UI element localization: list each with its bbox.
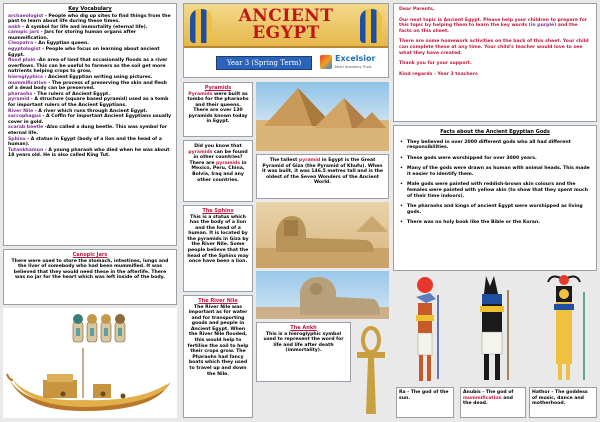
anubis-figure (460, 272, 524, 384)
ankh-box (256, 322, 351, 382)
ra-caption-box (396, 387, 454, 418)
tallest-text (260, 158, 385, 186)
vocab-definition: - Ancient Egyptian writing using pictures. (42, 75, 153, 81)
pyramids-photo (256, 82, 389, 151)
anubis-caption-box (460, 387, 526, 418)
anubis-caption (463, 390, 523, 407)
tallest-part-c: in Egypt is the Great Pyramid of Giza (the Pyramid of Khufu). When it was built, it was 146.5 metres tall and is the oldest of the Seven Wonders of the Ancient World. (261, 158, 384, 186)
gods-facts-list (399, 140, 591, 227)
vocab-term: ankh (8, 24, 21, 30)
canopic-title: Canopic Jars (72, 252, 108, 258)
other-countries-text (187, 144, 249, 183)
anubis-keyword: mummification (463, 395, 502, 401)
vocab-term: egyptologist (8, 47, 41, 53)
letter-greeting: Dear Parents, (399, 7, 435, 12)
vocab-definition: - An Egyptian queen. (33, 41, 89, 47)
canopic-jars-image (73, 314, 125, 342)
sphinx-title: The Sphinx (202, 208, 234, 214)
vocab-term: mummification (8, 80, 47, 86)
vocab-definition: - A river which runs through Ancient Egypt. (33, 108, 148, 114)
ankh-title: The Ankh (290, 325, 317, 331)
vocab-definition: - Jars for storing human organs after mummification. (8, 30, 137, 41)
sphinx-head-photo (256, 271, 389, 319)
gods-fact-item: • The pharaohs and kings of ancient Egypt were worshipped as living gods. (399, 204, 591, 215)
letter-p2: There are some homework activities on the back of this sheet. Your child can complete these at any time. Your child's teacher would love to see what they have created. (399, 39, 589, 56)
sphinx-text: This is a status which has the body of a lion and the head of a human. It is located by the pyramids in Giza by the River Nile. Some people believe that the head of the Sphinx may once have been a lion. (187, 214, 249, 265)
anubis-part-c: and the dead. (463, 395, 513, 407)
ankh-text: This is a hieroglyphic symbol used to represent the word for life and life after death (immortality). (263, 331, 344, 354)
tallest-pyramid-box (256, 154, 389, 199)
letter-p1-c: and the facts on this sheet. (399, 23, 578, 34)
countries-part-e: in Mexico, Peru, China, Bolvia, Iraq and any other countries. (191, 160, 247, 183)
vocab-term: pyramid (8, 97, 30, 103)
nile-title: The River Nile (198, 298, 238, 304)
letter-p3: Thank you for your support. (399, 61, 472, 67)
pyramids-title: Pyramids (204, 85, 232, 91)
letter-p1-keyword: (in purple) (528, 23, 557, 29)
vocab-item (8, 58, 172, 75)
gods-fact-item: • Many of the gods were drawn as human with animal heads. This made it easier to identify them. (399, 166, 591, 177)
vocab-item (8, 47, 172, 58)
countries-keyword-1: pyramids (188, 149, 213, 155)
sphinx-box (183, 205, 253, 292)
title-banner (184, 4, 388, 48)
hathor-caption: Hathor - The goddess of music, dance and motherhood. (532, 390, 588, 407)
anubis-part-a: Anubis - The god of (463, 390, 514, 395)
hathor-figure (532, 272, 596, 384)
vocab-definition: - The process of preserving the skin and flesh of a dead body can be preserved. (8, 80, 167, 92)
vocab-term: scarab beetle (8, 125, 44, 131)
key-vocabulary-box (3, 3, 177, 246)
term-banner: Year 3 (Spring Term) (216, 56, 312, 70)
vocab-term: flood plain (8, 58, 36, 64)
other-countries-box (183, 140, 253, 202)
vocab-definition: - A Coffin for important Ancient Egyptians usually cover in gold. (8, 114, 172, 125)
vocab-item (8, 81, 172, 92)
countries-keyword-2: pyramids (216, 160, 241, 166)
nile-text: The River Nile was important as for water and for transporting goods and people in Ancient Egypt. When the River Nile flooded, this would help to fertilise the soil to help their crops grow. The Pharaohs had fancy boats which they used to travel up and down the Nile. (187, 304, 249, 377)
vocab-item (8, 97, 172, 108)
vocab-definition: - A statue in Egypt (body of a lion and the head of a human). (8, 136, 162, 148)
gods-title: Facts about the Ancient Egyptian Gods (440, 129, 550, 135)
excelsior-logo (320, 53, 384, 75)
vocab-item (8, 125, 172, 136)
sphinx-photo (256, 202, 389, 268)
vocab-title: Key Vocabulary (68, 6, 112, 12)
vocab-definition: - The rulers of Ancient Egypt. (32, 91, 110, 97)
brand-tag: Multi Academy Trust (335, 65, 372, 69)
pyramids-box (183, 82, 253, 137)
vocab-list (8, 14, 172, 159)
canopic-boat-images (3, 308, 177, 418)
vocab-term: Sphinx (8, 136, 26, 142)
river-nile-box (183, 295, 253, 418)
gods-fact-item: • There was no holy book like the Bible or the Koran. (399, 220, 591, 226)
vocab-item (8, 137, 172, 148)
ra-caption: Ra - The god of the sun. (399, 390, 449, 401)
letter-p1-a: Our next topic is Ancient Egypt. Please help your children to prepare for this topic by helping them to learn the key words (399, 17, 588, 29)
letter-p1 (399, 18, 591, 35)
vocab-term: hieroglyphics (8, 75, 43, 81)
pyramids-text-body: were built as tombs for the pharaohs and their queens. There are over 130 pyramids known today in Egypt. (187, 91, 249, 125)
tallest-keyword: pyramid (298, 158, 321, 163)
gods-fact-item: • These gods were worshipped for over 3000 years. (399, 156, 591, 162)
vocab-item (8, 14, 172, 25)
tallest-part-a: The tallest (269, 158, 299, 163)
pharaoh-mask-left-icon (190, 9, 212, 43)
vocab-item (8, 30, 172, 41)
canopic-text: There were used to store the stomach, intestines, lungs and the liver of somebody who had been mummified. It was believed that they would need these in the afterlife. There was no jar for the heart which was left inside of the body. (11, 258, 169, 281)
vocab-definition: - A structure (square based pyramid) used as a tomb for important rulers of the Ancient Egyptians. (8, 97, 169, 108)
vocab-term: canopic jars (8, 30, 40, 36)
gods-fact-item: • They believed in over 2000 different gods who all had different responsibilities. (399, 140, 591, 151)
vocab-definition: - A symbol for life and immortality (eternal life). (20, 24, 148, 30)
countries-part-c: can be found in other countries? There are (189, 149, 248, 166)
vocab-definition: - A young pharaoh who died when he was about 18 years old. He is also called King Tut. (8, 147, 170, 159)
vocab-definition: - People who focus on learning about ancient Egypt. (8, 47, 160, 58)
vocab-term: sarcophagus (8, 114, 41, 120)
page-title: ANCIENT EGYPT (238, 6, 340, 43)
vocab-definition: - People who dig up sites to find things from the past to learn about life during these times. (8, 13, 171, 25)
vocab-term: pharaohs (8, 91, 33, 97)
vocab-term: Tutankhamun (8, 147, 44, 153)
vocab-definition: -An area of land that occasionally floods as a river overflows. This can be useful to farmers as the soil get more nutrients helping crops to grow. (8, 58, 168, 75)
countries-part-a: Did you know that (194, 144, 242, 149)
pharaoh-boat-image (7, 348, 171, 411)
header-banner (183, 3, 389, 78)
ra-figure (396, 275, 454, 385)
vocab-item (8, 148, 172, 159)
excelsior-mark-icon (320, 55, 332, 69)
gods-facts-box (393, 125, 597, 271)
brand-name: Excelsior (335, 54, 376, 63)
vocab-item (8, 114, 172, 125)
vocab-term: archaeologist (8, 13, 44, 19)
pharaoh-mask-right-icon (360, 9, 382, 43)
canopic-jars-box (3, 249, 177, 305)
pyramids-text (187, 92, 249, 126)
ankh-symbol-icon (355, 324, 387, 416)
parent-letter-box (393, 3, 597, 122)
vocab-term: Cleopatra (8, 41, 34, 47)
gods-fact-item: • Male gods were painted with reddish-brown skin colours and the females were painted with yellow skin (to show that they spent much of their time indoors). (399, 182, 591, 199)
hathor-caption-box (529, 387, 597, 418)
vocab-term: River Nile (8, 108, 34, 114)
vocab-definition: -Also called a dung beetle. This was symbol for eternal life. (8, 125, 168, 136)
pyramids-keyword: Pyramids (188, 91, 213, 97)
letter-signoff: Kind regards - Year 3 teachers (399, 71, 478, 77)
